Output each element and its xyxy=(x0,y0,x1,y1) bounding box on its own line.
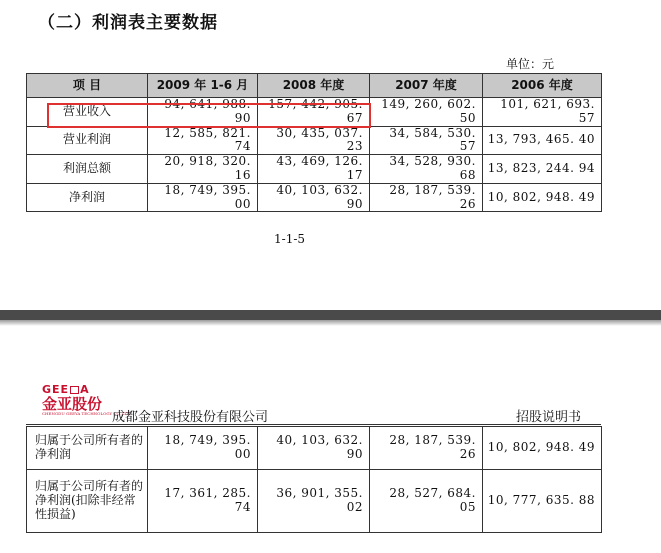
page-separator xyxy=(0,310,661,320)
table-row xyxy=(27,427,602,470)
cell-value: 13, 793, 465. 40 xyxy=(483,126,602,155)
cell-value: 20, 918, 320. 16 xyxy=(148,155,258,184)
cell-value: 17, 361, 285. 74 xyxy=(148,470,258,533)
page-number: 1-1-5 xyxy=(274,232,306,246)
income-statement-table xyxy=(26,73,602,212)
logo-wordmark: GEE A xyxy=(42,383,90,396)
table-header-row xyxy=(27,74,602,98)
cell-value: 34, 584, 530. 57 xyxy=(370,126,483,155)
cell-value: 40, 103, 632. 90 xyxy=(258,183,370,212)
header-2006: 2006 年度 xyxy=(483,74,602,98)
row-label: 营业利润 xyxy=(27,126,148,155)
cell-value: 36, 901, 355. 02 xyxy=(258,470,370,533)
cell-value: 43, 469, 126. 17 xyxy=(258,155,370,184)
cell-value: 18, 749, 395. 00 xyxy=(148,427,258,470)
cell-value: 10, 802, 948. 49 xyxy=(483,427,602,470)
cell-value: 30, 435, 037. 23 xyxy=(258,126,370,155)
logo-chinese-name: 金亚股份 xyxy=(42,395,103,413)
cell-value: 157, 442, 905. 67 xyxy=(258,98,370,127)
logo-box-icon xyxy=(70,386,79,394)
header-item: 项 目 xyxy=(27,74,148,98)
cell-value: 101, 621, 693. 57 xyxy=(483,98,602,127)
cell-value: 40, 103, 632. 90 xyxy=(258,427,370,470)
row-label: 营业收入 xyxy=(27,98,148,127)
income-statement-table-continued xyxy=(26,426,602,533)
company-logo xyxy=(42,383,131,421)
header-2008: 2008 年度 xyxy=(258,74,370,98)
document-type: 招股说明书 xyxy=(516,410,582,425)
header-2007: 2007 年度 xyxy=(370,74,483,98)
unit-label: 单位：元 xyxy=(506,57,555,71)
logo-english-name: CHENGDU GEEYA TECHNOLOGY CO.,LTD xyxy=(42,411,131,416)
table-row xyxy=(27,98,602,127)
document-page-lower xyxy=(0,326,661,553)
cell-value: 149, 260, 602. 50 xyxy=(370,98,483,127)
cell-value: 10, 802, 948. 49 xyxy=(483,183,602,212)
table-row xyxy=(27,183,602,212)
table-row xyxy=(27,126,602,155)
row-label: 利润总额 xyxy=(27,155,148,184)
row-label: 归属于公司所有者的净利润(扣除非经常性损益) xyxy=(27,470,148,533)
row-label: 净利润 xyxy=(27,183,148,212)
cell-value: 28, 527, 684. 05 xyxy=(370,470,483,533)
cell-value: 13, 823, 244. 94 xyxy=(483,155,602,184)
table-row xyxy=(27,155,602,184)
row-label: 归属于公司所有者的净利润 xyxy=(27,427,148,470)
cell-value: 28, 187, 539. 26 xyxy=(370,183,483,212)
table-row xyxy=(27,470,602,533)
cell-value: 18, 749, 395. 00 xyxy=(148,183,258,212)
header-2009h1: 2009 年 1-6 月 xyxy=(148,74,258,98)
section-title: （二）利润表主要数据 xyxy=(38,13,218,33)
company-name: 成都金亚科技股份有限公司 xyxy=(112,410,269,425)
cell-value: 34, 528, 930. 68 xyxy=(370,155,483,184)
cell-value: 12, 585, 821. 74 xyxy=(148,126,258,155)
cell-value: 28, 187, 539. 26 xyxy=(370,427,483,470)
cell-value: 94, 641, 988. 90 xyxy=(148,98,258,127)
header-rule xyxy=(26,424,601,425)
cell-value: 10, 777, 635. 88 xyxy=(483,470,602,533)
